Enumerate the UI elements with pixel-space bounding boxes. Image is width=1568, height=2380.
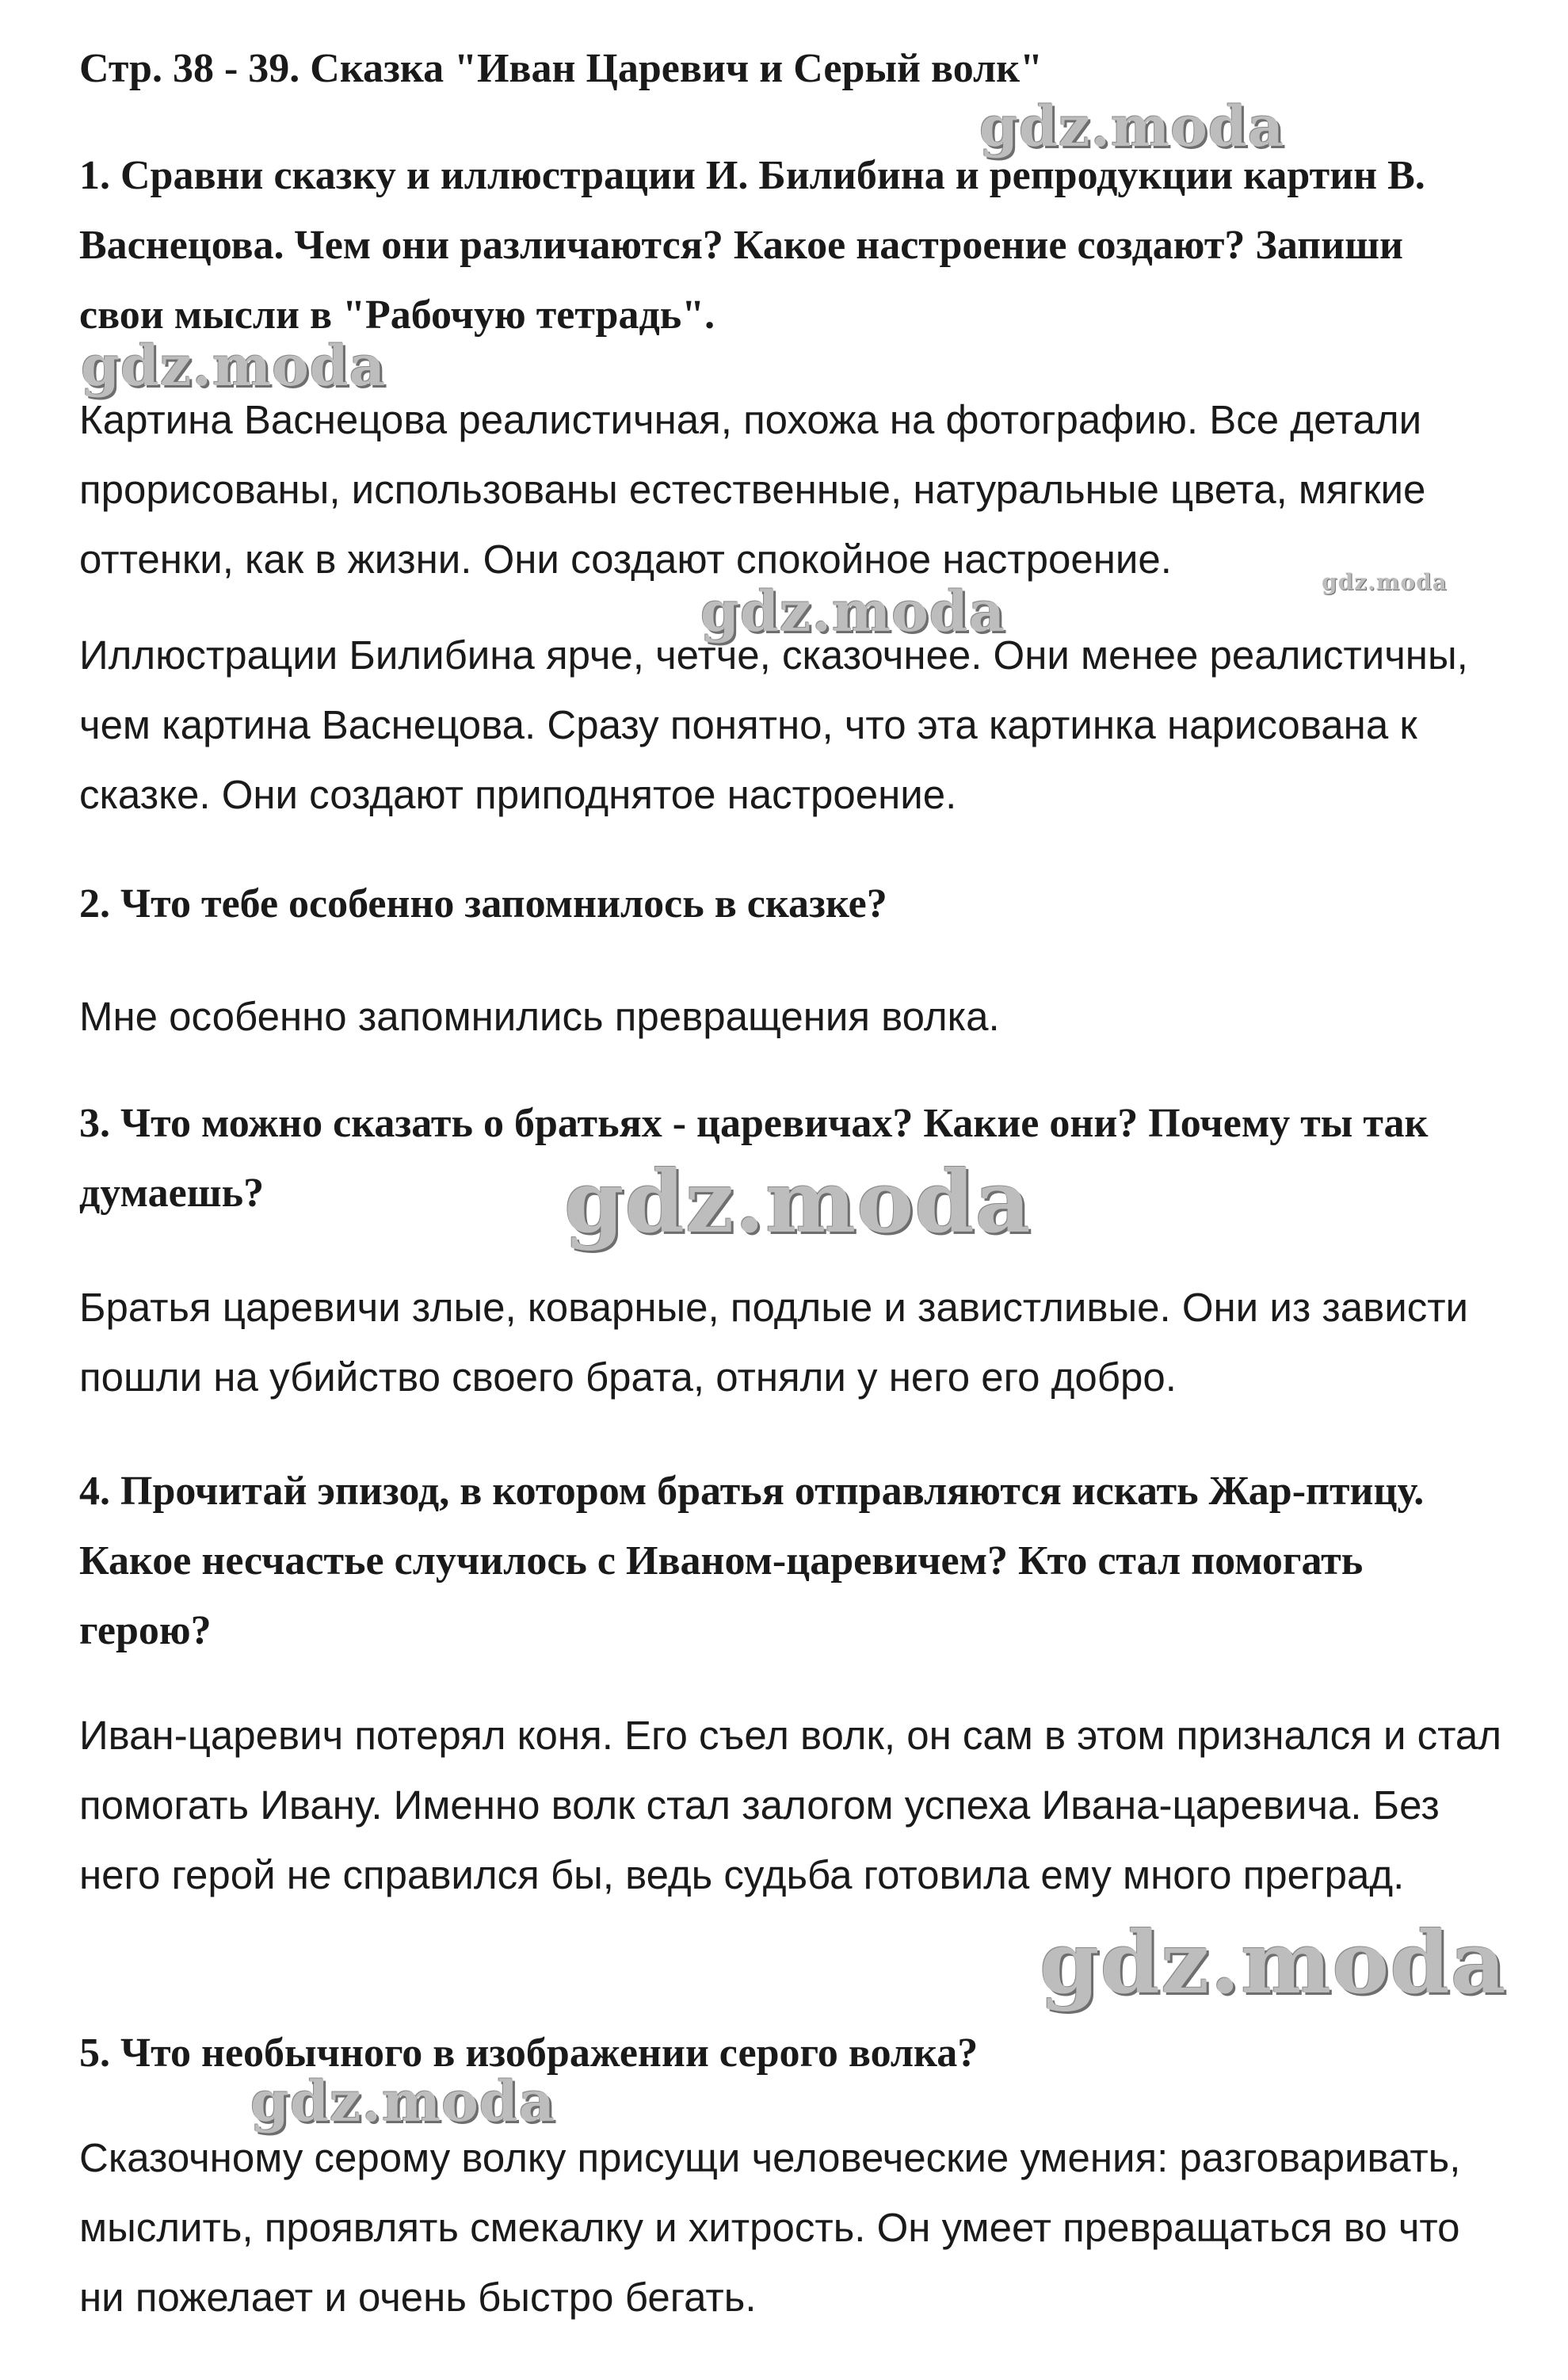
watermark-6: gdz.moda xyxy=(250,2069,556,2134)
watermark-1: gdz.moda xyxy=(979,94,1285,159)
answer-3: Братья царевичи злые, коварные, подлые и завистливые. Они из зависти пошли на убийство своего брата, отняли у него его добро. xyxy=(79,1285,1469,1400)
watermark-small: gdz.moda xyxy=(1322,569,1448,595)
watermark-5: gdz.moda xyxy=(1040,1913,1507,2013)
watermark-4: gdz.moda xyxy=(564,1152,1032,1252)
watermark-3: gdz.moda xyxy=(700,579,1006,644)
answer-1-paragraph-2: Иллюстрации Билибина ярче, четче, сказочнее. Они менее реалистичны, чем картина Васнецова. Сразу понятно, что эта картинка нарисована к сказке. Они создают приподнятое настроение. xyxy=(79,632,1468,817)
answer-1-paragraph-1: Картина Васнецова реалистичная, похожа на фотографию. Все детали прорисованы, использованы естественные, натуральные цвета, мягкие оттенки, как в жизни. Они создают спокойное настроение. xyxy=(79,397,1426,582)
question-3: 3. Что можно сказать о братьях - царевичах? Какие они? Почему ты так думаешь? xyxy=(79,1101,1429,1216)
page-title: Стр. 38 - 39. Сказка "Иван Царевич и Серый волк" xyxy=(79,46,1043,91)
question-4: 4. Прочитай эпизод, в котором братья отправляются искать Жар-птицу. Какое несчастье случилось с Иваном-царевичем? Кто стал помогать герою? xyxy=(79,1469,1425,1653)
answer-5: Сказочному серому волку присущи человеческие умения: разговаривать, мыслить, проявлять смекалку и хитрость. Он умеет превращаться во что ни пожелает и очень быстро бегать. xyxy=(79,2135,1461,2320)
answer-4: Иван-царевич потерял коня. Его съел волк, он сам в этом признался и стал помогать Ивану. Именно волк стал залогом успеха Ивана-царевича. Без него герой не справился бы, ведь судьба готовила ему много преград. xyxy=(79,1713,1502,1897)
question-1: 1. Сравни сказку и иллюстрации И. Билибина и репродукции картин В. Васнецова. Чем они различаются? Какое настроение создают? Запиши свои мысли в "Рабочую тетрадь". xyxy=(79,153,1425,338)
watermark-2: gdz.moda xyxy=(81,333,387,399)
question-2: 2. Что тебе особенно запомнилось в сказке? xyxy=(79,881,887,926)
answer-2: Мне особенно запомнились превращения волка. xyxy=(79,994,1000,1039)
question-5: 5. Что необычного в изображении серого волка? xyxy=(79,2030,979,2076)
